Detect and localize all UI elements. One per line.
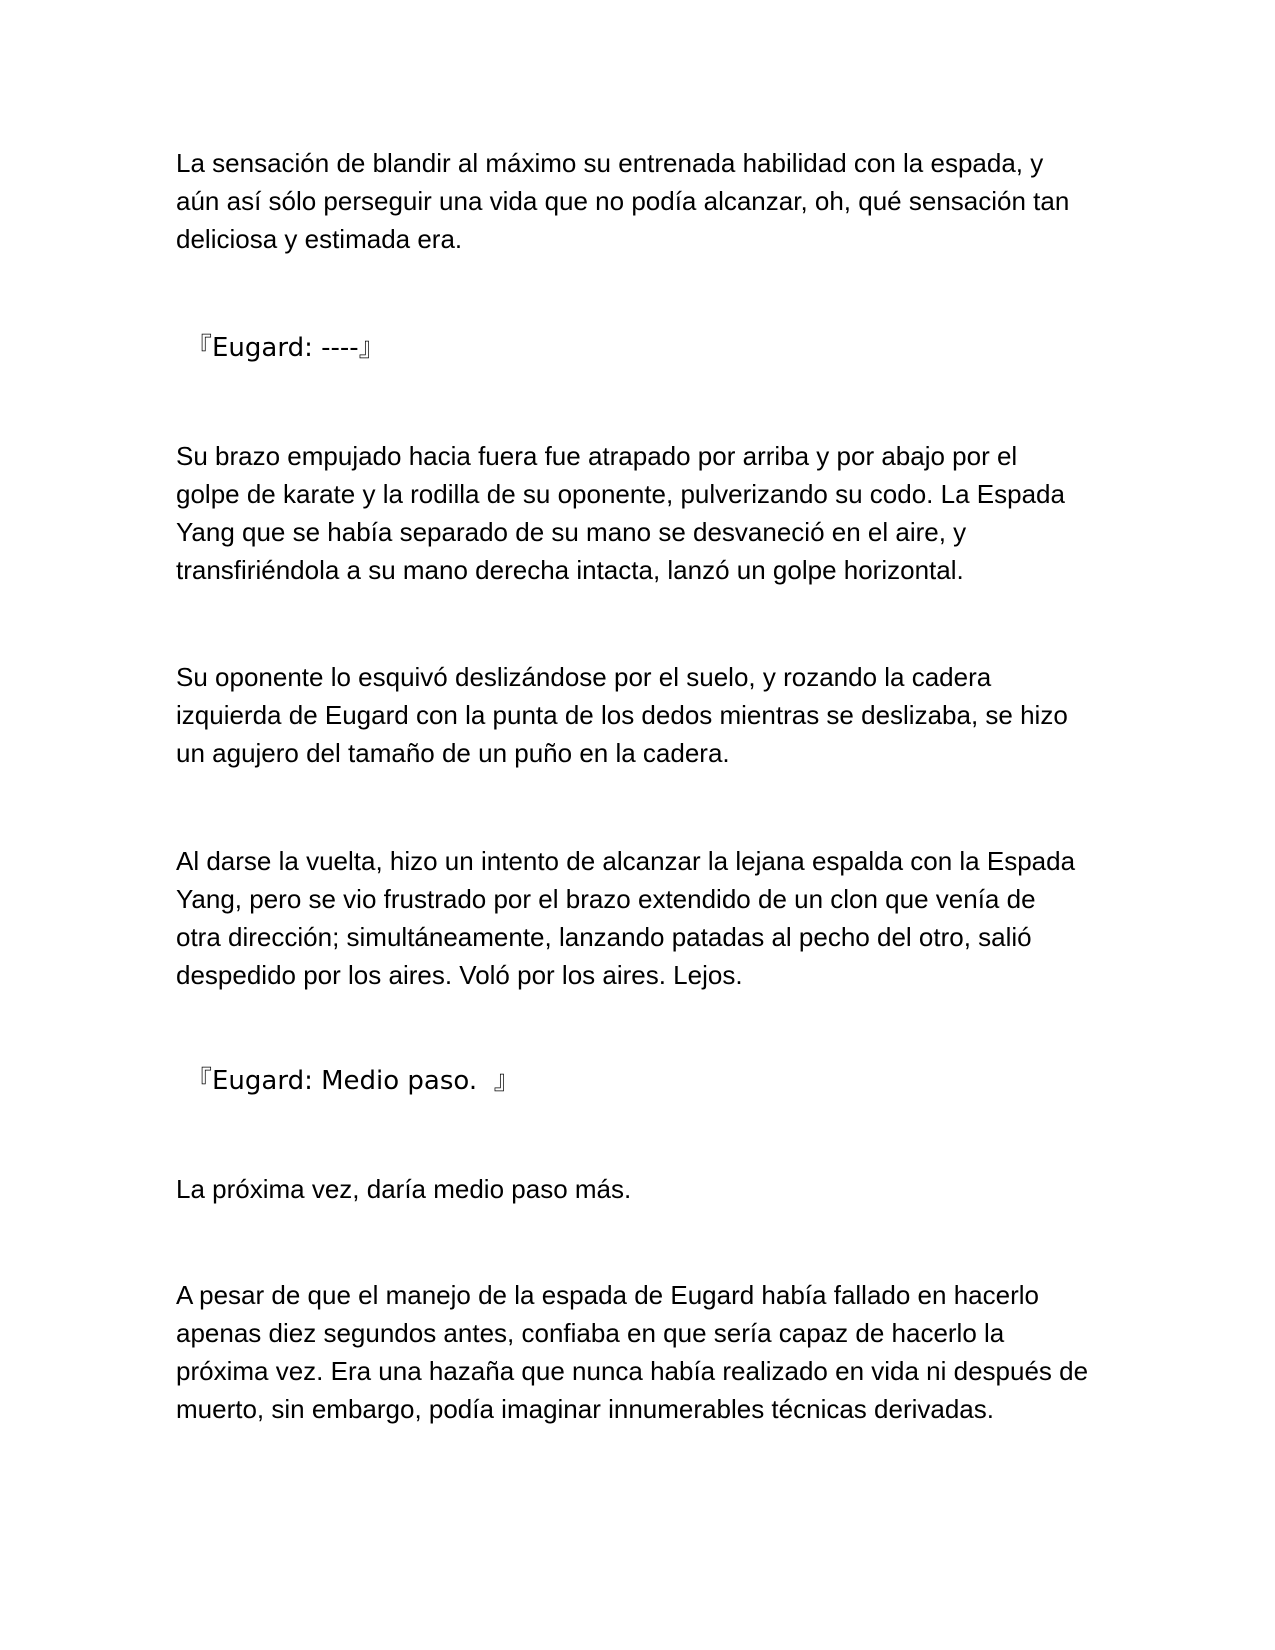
paragraph-line: apenas diez segundos antes, confiaba en que sería capaz de hacerlo la [176, 1318, 1005, 1348]
paragraph-confidence [176, 1276, 1106, 1428]
paragraph-line: muerto, sin embargo, podía imaginar innumerables técnicas derivadas. [176, 1394, 994, 1424]
paragraph-line: izquierda de Eugard con la punta de los dedos mientras se deslizaba, se hizo [176, 700, 1068, 730]
paragraph-line: Su brazo empujado hacia fuera fue atrapado por arriba y por abajo por el [176, 441, 1018, 471]
paragraph-line: un agujero del tamaño de un puño en la cadera. [176, 738, 730, 768]
paragraph-turn-around [176, 842, 1106, 994]
paragraph-line: Yang que se había separado de su mano se desvaneció en el aire, y [176, 517, 967, 547]
dialogue-eugard-half-step: 『Eugard: Medio paso. 』 [186, 1066, 520, 1096]
paragraph-sword-sensation [176, 144, 1106, 258]
paragraph-arm-caught [176, 437, 1106, 589]
paragraph-line: próxima vez. Era una hazaña que nunca había realizado en vida ni después de [176, 1356, 1089, 1386]
paragraph-line: otra dirección; simultáneamente, lanzando patadas al pecho del otro, salió [176, 922, 1032, 952]
paragraph-line: despedido por los aires. Voló por los aires. Lejos. [176, 960, 743, 990]
dialogue-eugard-dashes: 『Eugard: ----』 [186, 333, 385, 363]
paragraph-line: Al darse la vuelta, hizo un intento de alcanzar la lejana espalda con la Espada [176, 846, 1076, 876]
paragraph-line: aún así sólo perseguir una vida que no podía alcanzar, oh, qué sensación tan [176, 186, 1070, 216]
paragraph-dodge [176, 658, 1106, 772]
paragraph-line: golpe de karate y la rodilla de su oponente, pulverizando su codo. La Espada [176, 479, 1065, 509]
paragraph-line: Su oponente lo esquivó deslizándose por el suelo, y rozando la cadera [176, 662, 992, 692]
paragraph-line: La sensación de blandir al máximo su entrenada habilidad con la espada, y [176, 148, 1044, 178]
paragraph-line: transfiriéndola a su mano derecha intacta, lanzó un golpe horizontal. [176, 555, 964, 585]
paragraph-line: deliciosa y estimada era. [176, 224, 463, 254]
paragraph-line: Yang, pero se vio frustrado por el brazo extendido de un clon que venía de [176, 884, 1036, 914]
paragraph-next-time [176, 1170, 1106, 1208]
paragraph-line: La próxima vez, daría medio paso más. [176, 1174, 632, 1204]
paragraph-line: A pesar de que el manejo de la espada de Eugard había fallado en hacerlo [176, 1280, 1039, 1310]
